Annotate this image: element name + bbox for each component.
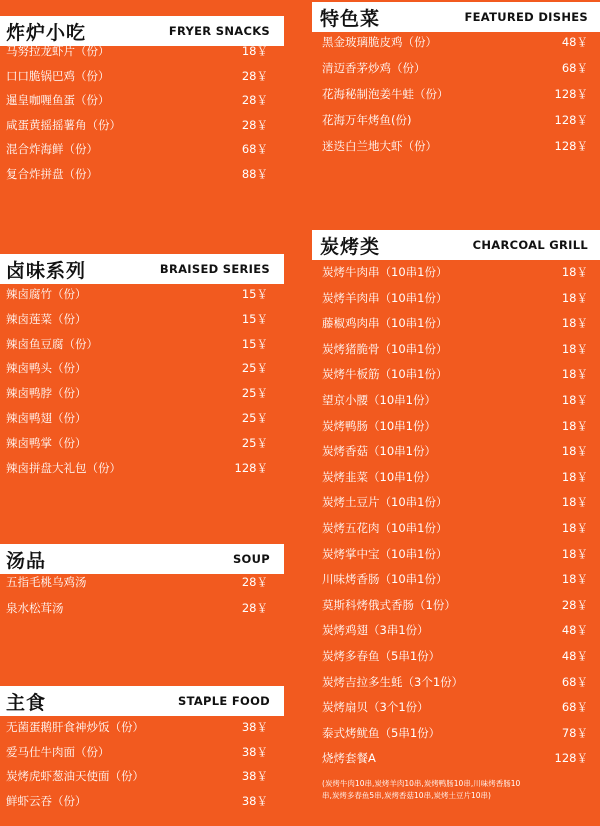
menu-item-name: 暹皇咖喱鱼蛋（份） <box>6 93 110 107</box>
menu-item <box>312 58 600 78</box>
menu-item <box>0 458 284 478</box>
menu-item-price: 15￥ <box>241 336 268 351</box>
menu-item-name: 川味烤香肠（10串1份） <box>322 572 448 587</box>
menu-item-price: 128￥ <box>554 139 588 153</box>
menu-item <box>312 339 600 359</box>
menu-item-name: 黑金玻璃脆皮鸡（份） <box>322 35 437 49</box>
menu-item-price: 15￥ <box>241 311 268 326</box>
menu-item-price: 18￥ <box>561 546 588 561</box>
section-title-cn: 汤品 <box>6 549 47 572</box>
menu-item-price: 15￥ <box>241 287 268 301</box>
menu-item <box>0 742 284 762</box>
menu-item-price: 18￥ <box>561 393 588 407</box>
menu-item <box>0 358 284 378</box>
section-grill <box>312 230 600 800</box>
menu-item <box>0 284 284 304</box>
menu-item-name: 莫斯科烤俄式香肠（1份） <box>322 597 456 612</box>
menu-item <box>312 646 600 666</box>
section-header <box>312 230 600 260</box>
menu-item <box>312 672 600 692</box>
section-title-cn: 炸炉小吃 <box>6 21 87 44</box>
section-header <box>0 544 284 574</box>
menu-item-price: 18￥ <box>561 265 588 279</box>
menu-item-name: 辣卤拼盘大礼包（份） <box>6 460 121 475</box>
menu-item <box>312 518 600 538</box>
menu-item-name: 炭烤羊肉串（10串1份） <box>322 290 448 305</box>
menu-item-price: 68￥ <box>561 700 588 715</box>
menu-item <box>312 416 600 436</box>
menu-item-price: 18￥ <box>561 444 588 459</box>
menu-item <box>312 364 600 384</box>
menu-item-price: 68￥ <box>561 61 588 75</box>
menu-item-name: 辣卤莲菜（份） <box>6 311 87 326</box>
menu-item-price: 18￥ <box>561 341 588 356</box>
menu-item-name: 辣卤鸭掌（份） <box>6 435 87 450</box>
menu-item-price: 48￥ <box>561 35 588 49</box>
menu-item <box>0 309 284 329</box>
menu-item <box>0 572 284 592</box>
menu-item <box>0 164 284 184</box>
menu-item-name: 炭烤猪脆骨（10串1份） <box>322 341 448 356</box>
menu-item-price: 128￥ <box>554 87 588 101</box>
menu-item <box>0 791 284 811</box>
menu-item-name: 无菌蛋鹅肝食神炒饭（份） <box>6 720 144 734</box>
menu-item <box>312 110 600 130</box>
menu-item <box>0 383 284 403</box>
menu-item-name: 混合炸海鲜（份） <box>6 142 98 156</box>
menu-item-name: 炭烤牛肉串（10串1份） <box>322 265 448 279</box>
menu-item <box>312 441 600 461</box>
menu-item-price: 38￥ <box>241 769 268 783</box>
menu-item-name: 炭烤韭菜（10串1份） <box>322 469 436 484</box>
section-title-en: STAPLE FOOD <box>177 694 270 708</box>
menu-item-name: 炭烤香菇（10串1份） <box>322 444 436 459</box>
menu-item <box>312 288 600 308</box>
menu-item-name: 炭烤鸡翅（3串1份） <box>322 623 429 638</box>
menu-item-name: 泉水松茸汤 <box>6 601 64 615</box>
menu-item-name: 马努拉龙虾片（份） <box>6 44 110 58</box>
menu-item-price: 38￥ <box>241 720 268 734</box>
menu-item <box>312 748 600 768</box>
section-title-cn: 卤味系列 <box>6 259 87 282</box>
section-title-cn: 炭烤类 <box>320 235 381 258</box>
menu-item <box>312 313 600 333</box>
menu-item-price: 28￥ <box>241 93 268 107</box>
menu-item <box>0 408 284 428</box>
menu-item-price: 18￥ <box>561 316 588 331</box>
section-title-en: BRAISED SERIES <box>159 262 270 276</box>
menu-item-name: 清迈香茅炒鸡（份） <box>322 61 426 75</box>
menu-item-price: 128￥ <box>234 460 268 475</box>
menu-item <box>0 115 284 135</box>
menu-item-name: 炭烤鸭肠（10串1份） <box>322 418 436 433</box>
menu-item-name: 炭烤多春鱼（5串1份） <box>322 649 441 663</box>
menu-item <box>0 90 284 110</box>
menu-item-name: 辣卤鱼豆腐（份） <box>6 336 98 351</box>
menu-item <box>0 766 284 786</box>
menu-item-name: 迷迭白兰地大虾（份） <box>322 139 437 153</box>
section-header <box>0 686 284 716</box>
menu-item-name: 花海秘制泡姜牛蛙（份） <box>322 87 449 101</box>
menu-item-name: 炭烤牛板筋（10串1份） <box>322 367 448 382</box>
menu-item-name: 鲜虾云吞（份） <box>6 793 87 808</box>
menu-item <box>312 32 600 52</box>
menu-item-price: 38￥ <box>241 793 268 808</box>
menu-item-name: 泰式烤鱿鱼（5串1份） <box>322 725 441 740</box>
menu-item <box>312 492 600 512</box>
menu-item-name: 花海万年烤鱼(份) <box>322 113 412 127</box>
section-staple <box>0 686 284 808</box>
menu-item-price: 18￥ <box>561 418 588 433</box>
menu-item-name: 烧烤套餐A <box>322 751 376 766</box>
menu-item <box>312 620 600 640</box>
menu-item-price: 48￥ <box>561 649 588 663</box>
menu-item <box>312 544 600 564</box>
menu-item-price: 18￥ <box>561 495 588 510</box>
menu-item-name: 五指毛桃乌鸡汤 <box>6 575 87 589</box>
menu-item-price: 18￥ <box>561 521 588 535</box>
menu-item-name: 炭烤扇贝（3个1份） <box>322 700 429 715</box>
menu-item <box>312 569 600 589</box>
menu-item <box>312 595 600 615</box>
menu-item-name: 藤椒鸡肉串（10串1份） <box>322 316 448 331</box>
menu-item <box>312 723 600 743</box>
menu-item-name: 炭烤土豆片（10串1份） <box>322 495 448 510</box>
menu-item-name: 复合炸拼盘（份） <box>6 166 98 181</box>
menu-item-price: 18￥ <box>561 572 588 587</box>
menu-item-price: 68￥ <box>241 142 268 156</box>
menu-item <box>312 467 600 487</box>
section-fryer <box>0 16 284 181</box>
section-soup <box>0 544 284 615</box>
menu-item <box>312 697 600 717</box>
menu-item <box>0 433 284 453</box>
menu-item-name: 辣卤鸭脖（份） <box>6 386 87 401</box>
menu-item-price: 128￥ <box>554 113 588 127</box>
menu-item-name: 口口脆锅巴鸡（份） <box>6 68 110 83</box>
menu-item-name: 炭烤掌中宝（10串1份） <box>322 546 448 561</box>
menu-item-price: 28￥ <box>241 117 268 132</box>
menu-item <box>0 598 284 618</box>
menu-item-price: 28￥ <box>241 601 268 615</box>
menu-item-price: 25￥ <box>241 361 268 376</box>
menu-item-price: 68￥ <box>561 674 588 689</box>
set-meal-note: (炭烤牛肉10串,炭烤羊肉10串,炭烤鸭肠10串,川味烤香肠10串,炭烤多春鱼5串,炭烤香菇10串,炭烤土豆片10串) <box>322 779 521 800</box>
menu-item-price: 48￥ <box>561 623 588 638</box>
menu-item-price: 28￥ <box>241 68 268 83</box>
section-title-cn: 主食 <box>6 691 47 714</box>
menu-item-price: 18￥ <box>561 367 588 382</box>
menu-item-price: 28￥ <box>241 575 268 589</box>
menu-item-price: 25￥ <box>241 386 268 401</box>
menu-item-name: 辣卤鸭翅（份） <box>6 411 87 425</box>
menu-item <box>0 334 284 354</box>
section-title-en: SOUP <box>232 552 270 566</box>
menu-item-price: 25￥ <box>241 411 268 425</box>
menu-item-price: 128￥ <box>554 751 588 766</box>
section-title-en: FRYER SNACKS <box>168 24 270 38</box>
menu-item <box>312 136 600 156</box>
menu-item <box>0 139 284 159</box>
section-title-en: FEATURED DISHES <box>464 10 588 24</box>
menu-item-name: 咸蛋黄摇摇薯角（份） <box>6 117 121 132</box>
menu-item-name: 望京小腰（10串1份） <box>322 393 436 407</box>
menu-item-price: 18￥ <box>561 469 588 484</box>
section-title-en: CHARCOAL GRILL <box>472 238 588 252</box>
menu-item-price: 38￥ <box>241 744 268 759</box>
menu-item <box>312 262 600 282</box>
menu-item-name: 辣卤腐竹（份） <box>6 287 87 301</box>
menu-item-price: 25￥ <box>241 435 268 450</box>
menu-item-name: 炭烤吉拉多生蚝（3个1份） <box>322 674 464 689</box>
section-header <box>312 2 600 32</box>
section-braised <box>0 254 284 475</box>
menu-item-price: 78￥ <box>561 725 588 740</box>
section-featured <box>312 2 600 153</box>
menu-item <box>312 390 600 410</box>
menu-item-name: 爱马仕牛肉面（份） <box>6 744 110 759</box>
menu-item <box>0 717 284 737</box>
section-header <box>0 254 284 284</box>
menu-item-price: 18￥ <box>241 44 268 58</box>
menu-item <box>0 41 284 61</box>
menu-item-price: 88￥ <box>241 166 268 181</box>
menu-item-price: 28￥ <box>561 597 588 612</box>
menu-item-price: 18￥ <box>561 290 588 305</box>
menu-item-name: 辣卤鸭头（份） <box>6 361 87 376</box>
section-title-cn: 特色菜 <box>320 7 381 30</box>
menu-item-name: 炭烤五花肉（10串1份） <box>322 521 448 535</box>
menu-item-name: 炭烤虎虾葱油天使面（份） <box>6 769 144 783</box>
menu-item <box>312 84 600 104</box>
menu-item <box>0 66 284 86</box>
